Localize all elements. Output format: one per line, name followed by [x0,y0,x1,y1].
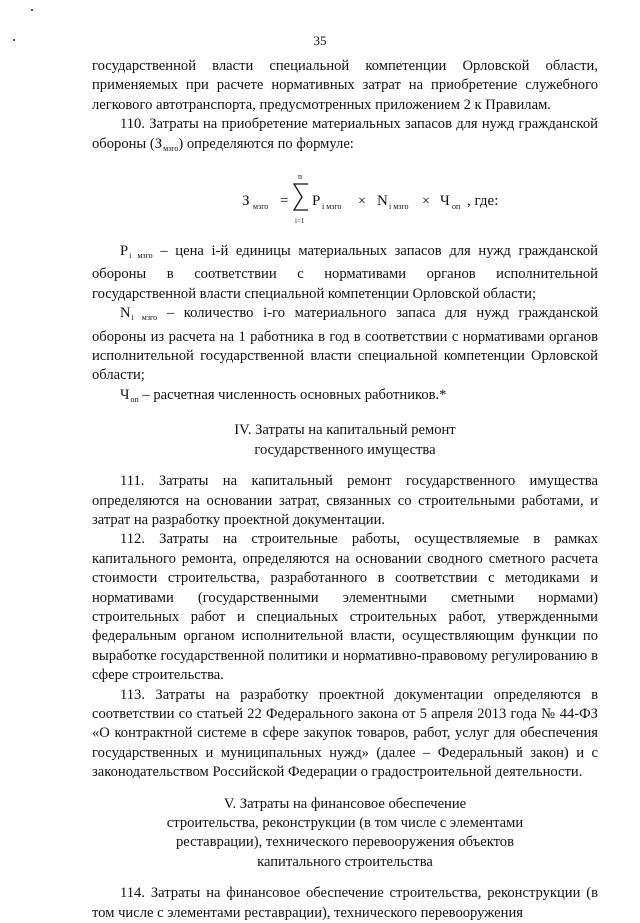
formula-p: P [312,193,321,210]
definition-ch-text: – расчетная численность основных работников.* [138,386,447,403]
definition-n-text: – количество i-го материального запаса для нужд гражданской обороны из расчета на 1 работника в год в соответствии с нормативами органов исполнительной государственной власти специальной компетенции Орловской области; [92,305,598,384]
paragraph-114: 114. Затраты на финансовое обеспечение строительства, реконструкции (в том числе с элементами реставрации), технического перевооружения [92,885,598,921]
definition-n-subscript: i мзго [131,313,158,323]
symbol-z: З [154,135,163,152]
paragraph-111: 111. Затраты на капитальный ремонт государственного имущества определяются на основании затрат, связанных со строительными работами, и затрат на разработку проектной документации. [92,473,598,528]
section-5-heading-line-2: строительства, реконструкции (в том числе с элементами [166,815,524,831]
definition-n [92,304,598,386]
section-4-heading [92,421,598,460]
paragraph-113: 113. Затраты на разработку проектной документации определяются в соответствии со статьей 22 Федерального закона от 5 апреля 2013 года № 44-ФЗ «О контрактной системе в сфере закупок товаров, работ, услуг для обеспечения государственных и муниципальных нужд» (далее – Федеральный закон) и с законодательством Российской Федерации о градостроительной деятельности. [92,686,598,781]
definition-ch-symbol: Ч [120,386,130,403]
formula-p-sub: i мзго [322,202,342,212]
formula-ch-sub: оп [452,202,461,212]
paragraph-110-text-after: ) определяются по формуле: [178,135,354,152]
section-5-heading-line-4: капитального строительства [257,853,433,870]
formula-sum-top: n [298,172,302,182]
paragraph-continuation: государственной власти специальной компетенции Орловской области, применяемых при расчете нормативных затрат на приобретение служебного легкового автотранспорта, предусмотренных приложением 2 к Правилам. [92,58,598,113]
formula-sum-bottom: i=1 [295,217,305,226]
definition-p-symbol: P [120,243,129,260]
section-4-heading-line-1: IV. Затраты на капитальный ремонт [234,422,456,439]
symbol-z-subscript: мзго [163,143,179,153]
formula [92,168,598,234]
formula-n: N [377,193,388,210]
definition-p-subscript: i мзго [129,251,153,261]
formula-times-2: × [422,194,430,210]
definition-n-symbol: N [120,305,131,322]
definition-ch [92,386,598,409]
paragraph-110 [92,115,598,158]
formula-equals: = [280,193,289,210]
page-number: 35 [313,33,327,48]
scan-speck [31,9,33,11]
formula-n-sub: i мзго [389,202,409,212]
formula-tail: , где: [467,193,499,210]
paragraph-110-text-before: 110. Затраты на приобретение материальных запасов для нужд гражданской обороны ( [92,116,598,152]
formula-svg [242,168,572,234]
sum-sign-icon [294,184,308,210]
formula-lhs: З [242,193,250,210]
section-5-heading-line-1: V. Затраты на финансовое обеспечение [223,795,467,812]
section-4-heading-line-2: государственного имущества [254,441,436,458]
definition-ch-subscript: оп [130,394,139,404]
definition-p [92,242,598,304]
section-5-heading-line-3: реставрации), технического перевооружения объектов [175,834,514,851]
formula-ch: Ч [440,193,450,210]
definition-p-text: – цена i-й единицы материальных запасов для нужд гражданской обороны в соответствии с нормативами органов исполнительной государственной власти специальной компетенции Орловской области; [92,243,598,302]
paragraph-112: 112. Затраты на строительные работы, осуществляемые в рамках капитального ремонта, определяются на основании сводного сметного расчета стоимости строительства, разработанного в соответствии с методиками и нормативами (государственными элементными сметными нормами) строительных работ и специальных строительных работ, утвержденными федеральным органом исполнительной власти, осуществляющим функции по выработке государственной политики и нормативно-правовому регулированию в сфере строительства. [92,531,598,684]
document-body [92,57,598,923]
formula-lhs-sub: мзго [253,202,269,212]
section-5-heading [92,795,598,873]
formula-times-1: × [358,194,366,210]
